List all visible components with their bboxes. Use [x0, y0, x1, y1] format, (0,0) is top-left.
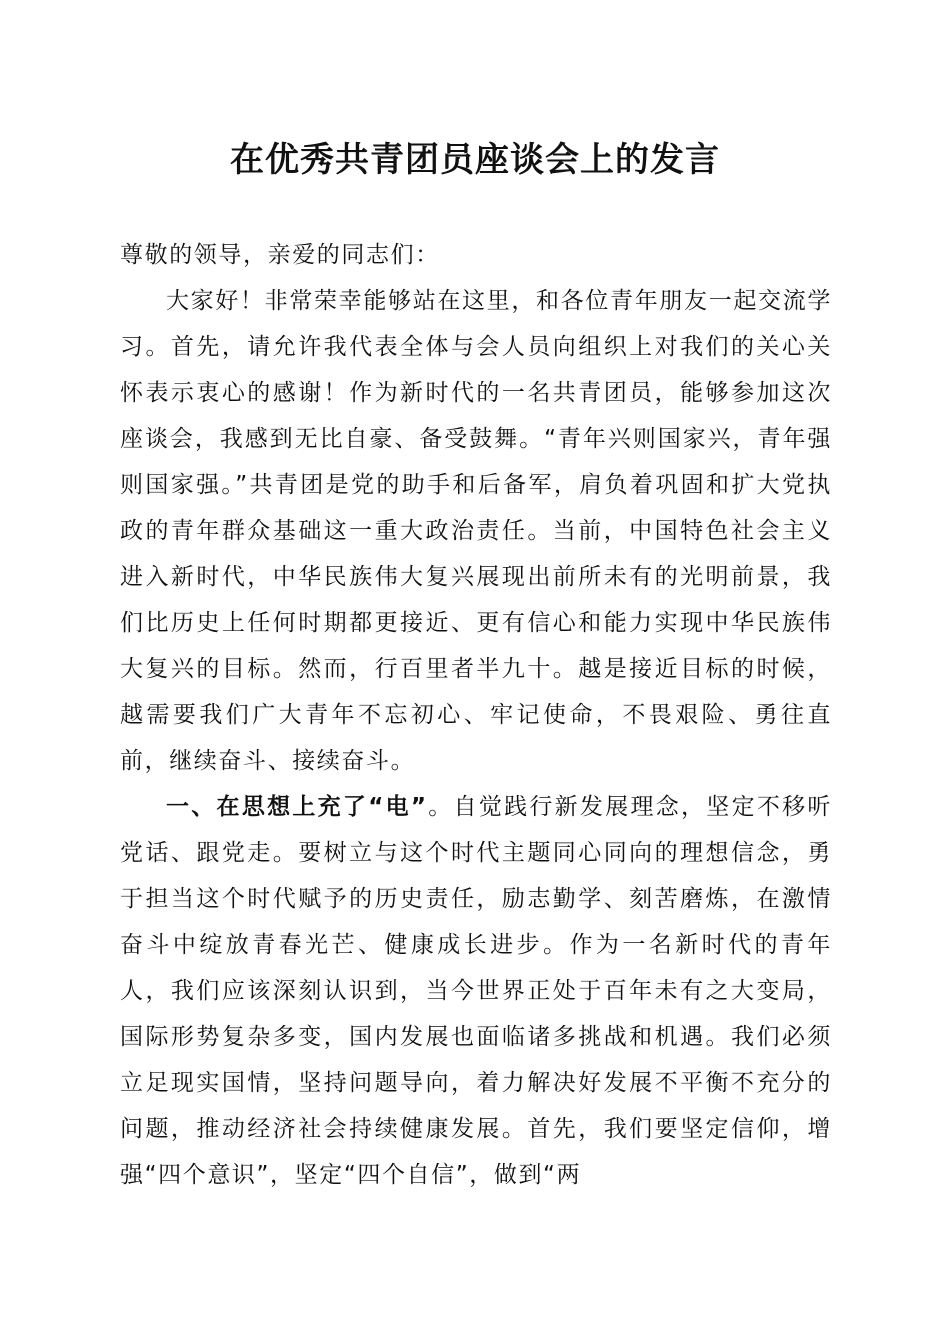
document-body [120, 232, 832, 1198]
paragraph-opening: 大家好！非常荣幸能够站在这里，和各位青年朋友一起交流学习。首先，请允许我代表全体与会人员向组织上对我们的关心关怀表示衷心的感谢！作为新时代的一名共青团员，能够参加这次座谈会，我感到无比自豪、备受鼓舞。“青年兴则国家兴，青年强则国家强。”共青团是党的助手和后备军，肩负着巩固和扩大党执政的青年群众基础这一重大政治责任。当前，中国特色社会主义进入新时代，中华民族伟大复兴展现出前所未有的光明前景，我们比历史上任何时期都更接近、更有信心和能力实现中华民族伟大复兴的目标。然而，行百里者半九十。越是接近目标的时候，越需要我们广大青年不忘初心、牢记使命，不畏艰险、勇往直前，继续奋斗、接续奋斗。 [120, 288, 832, 774]
document-title: 在优秀共青团员座谈会上的发言 [230, 140, 720, 180]
salutation: 尊敬的领导，亲爱的同志们： [120, 242, 440, 268]
paragraph-section-1 [120, 784, 832, 1198]
section-1-body: 。自觉践行新发展理念，坚定不移听党话、跟党走。要树立与这个时代主题同心同向的理想信念，勇于担当这个时代赋予的历史责任，励志勤学、刻苦磨炼，在激情奋斗中绽放青春光芒、健康成长进步。作为一名新时代的青年人，我们应该深刻认识到，当今世界正处于百年未有之大变局，国际形势复杂多变，国内发展也面临诸多挑战和机遇。我们必须立足现实国情，坚持问题导向，着力解决好发展不平衡不充分的问题，推动经济社会持续健康发展。首先，我们要坚定信仰，增强“四个意识”，坚定“四个自信”，做到“两 [120, 794, 832, 1188]
section-1-heading: 一、在思想上充了“电” [166, 794, 428, 820]
